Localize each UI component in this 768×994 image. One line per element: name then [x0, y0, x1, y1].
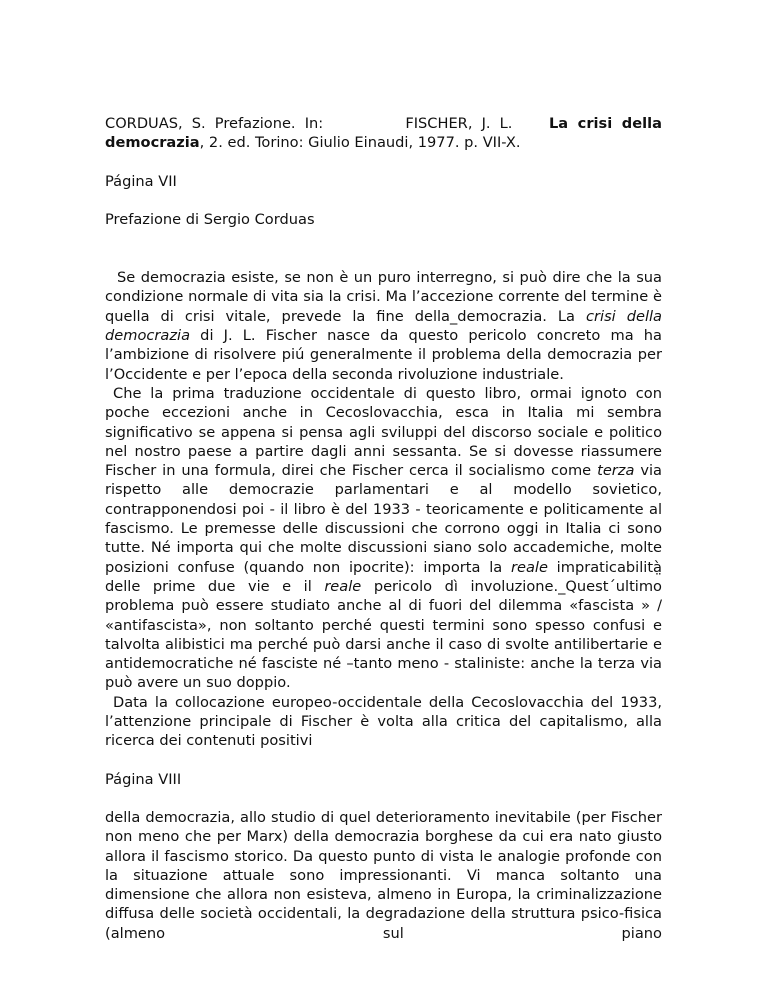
bibliographic-citation — [105, 114, 662, 153]
citation-title: La crisi della democrazia — [105, 115, 662, 152]
paragraph-1-italic-title: crisi della democrazia — [105, 307, 662, 345]
paragraph-1-text-a: Se democrazia esiste, se non è un puro interregno, si può dire che la sua condizione normale di vita sia la crisi. Ma l’accezione corrente del termine è quella di crisi vitale, prevede la fine della_democrazia. La — [105, 269, 662, 325]
paragraph-2-text-a: Che la prima traduzione occidentale di questo libro, ormai ignoto con poche eccezioni anche in Cecoslovacchia, esca in Italia mi sembra significativo se appena si pensa agli sviluppi del discorso sociale e politico nel nostro paese a partire dagli anni sessanta. Se si dovesse riassumere Fischer in una formula, direi che Fischer cerca il socialismo come — [105, 384, 662, 480]
paragraph-2-italic-terza: terza — [597, 462, 635, 480]
citation-author: FISCHER, J. L. — [405, 115, 513, 132]
citation-prefix: CORDUAS, S. Prefazione. In: — [105, 115, 324, 132]
paragraph-3: Data la collocazione europeo-occidentale della Cecoslovacchia del 1933, l’attenzione principale di Fischer è volta alla critica del capitalismo, alla ricerca dei contenuti positivi — [105, 693, 662, 750]
paragraph-4: della democrazia, allo studio di quel deterioramento inevitabile (per Fischer non meno che per Marx) della democrazia borghese da cui era nato giusto allora il fascismo storico. Da questo punto di vista le analogie profonde con la situazione attuale sono impressionanti. Vi manca soltanto una dimensione che allora non esisteva, almeno in Europa, la criminalizzazione diffusa delle società occidentali, la degradazione della struttura psico-fisica (almeno sul piano — [105, 808, 662, 942]
preface-heading: Prefazione di Sergio Corduas — [105, 210, 315, 228]
paragraph-2-italic-reale-2: reale — [324, 577, 362, 595]
paragraph-2 — [105, 384, 662, 693]
page-label-vii: Página VII — [105, 172, 177, 190]
paragraph-2-text-c: impraticabilità̤ delle prime due vie e il — [105, 558, 662, 595]
page-label-viii: Página VIII — [105, 770, 182, 788]
paragraph-2-italic-reale-1: reale — [510, 558, 548, 576]
paragraph-2-text-d: pericolo dì involuzione._Quest´ultimo problema può essere studiato anche al di fuori del dilemma «fascista » / «antifascista», non soltanto perché questi termini sono spesso confusi e talvolta alibistici ma perché può darsi anche il caso di svolte antilibertarie e antidemocratiche né fasciste né –tanto meno - staliniste: anche la terza via può avere un suo doppio. — [105, 577, 662, 692]
citation-rest: , 2. ed. Torino: Giulio Einaudi, 1977. p. VII-X. — [199, 134, 521, 152]
document-page — [105, 114, 662, 943]
paragraph-1 — [105, 268, 662, 384]
paragraph-1-text-b: di J. L. Fischer nasce da questo pericolo concreto ma ha l’ambizione di risolvere piú generalmente il problema della democrazia per l’Occidente e per l’epoca della seconda rivoluzione industriale. — [105, 327, 662, 383]
paragraph-2-text-b: via rispetto alle democrazie parlamentari e al modello sovietico, contrapponendosi poi - il libro è del 1933 - teoricamente e politicamente al fascismo. Le premesse delle discussioni che corrono oggi in Italia ci sono tutte. Né importa qui che molte discussioni siano solo accademiche, molte posizioni confuse (quando non ipocrite): importa la — [105, 462, 662, 576]
